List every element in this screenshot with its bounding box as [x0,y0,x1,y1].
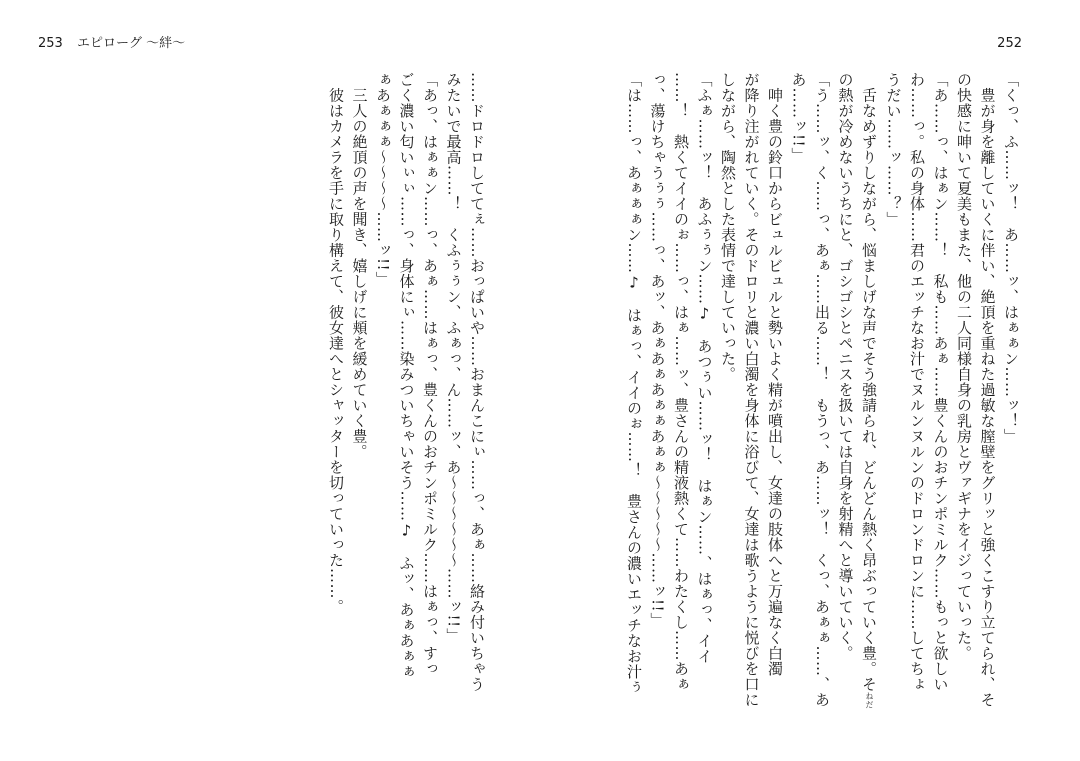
text-line: 「くっ、ふ……ッ！ あ……ッ、はぁぁン……ッ！」 [1002,72,1020,444]
text-line: 豊が身を離していくに伴い、絶頂を重ねた過敏な膣壁をグリッと強くこすり立てられ、そ [978,72,997,708]
text-line: 彼はカメラを手に取り構えて、彼女達へとシャッターを切っていった……。 [327,72,345,615]
text-line: 「あっ、はぁぁン……っ、あぁ……はぁっ、豊くんのおチンポミルク……はぁっ、すっ [421,72,439,677]
text-line: みたいで最高……！ くふぅぅン、ふぁっ、ん……ッ、あ〜〜〜〜〜〜……ッ!!」 [444,72,463,644]
text-line-segment: 舌なめずりしながら、悩ましげな声でそう強請られ、どんどん熱く昂ぶっていく豊。そ [860,72,878,692]
text-line: っ、蕩けちゃうぅぅ……っ、あッ、あぁあぁあぁぁあぁぁ〜〜〜〜〜……ッ!!」 [648,72,667,628]
text-line [857,72,882,709]
left-page-text [318,72,488,692]
text-line: 「う……ッ、く……っ、あぁ……出る……！ もうっ、あ……ッ！ くっ、あぁぁ……、あ [813,72,831,708]
text-line: 「は……っ、あぁぁぁン……♪ はぁっ、イイのぉ……！ 豊さんの濃いエッチなお汁ぅ [625,72,643,695]
text-line: しながら、陶然とした表情で達していった。 [719,72,737,382]
text-line: ごく濃い匂いぃぃ……っ、身体にぃ……染みついちゃいそう……♪ ふッ、あぁあぁぁ [397,72,416,680]
text-line: うだい……ッ……？」 [884,72,903,227]
text-line: 三人の絶頂の声を聞き、嬉しげに頬を緩めていく豊。 [350,72,369,460]
furigana: ねだ [865,692,874,709]
text-line: の熱が冷めないうちにと、ゴシゴシとペニスを扱いては自身を射精へと導いていく。 [836,72,855,661]
text-line: ……ドロドロしててぇ……おっぱいや……おまんこにぃ……っ、あぁ……絡み付いちゃう [468,72,486,692]
text-line: の快感に呻いて夏美もまた、他の二人同様自身の乳房とヴァギナをイジっていった。 [955,72,973,661]
text-line: ……！ 熱くてイイのぉ……っ、はぁ……ッ、豊さんの精液熱くて……わたくし……あぁ [672,72,690,692]
right-running-head [997,34,1022,54]
left-page-number: 253 [38,36,63,51]
text-line: 呻く豊の鈴口からビュルビュルと勢いよく精が噴出し、女達の肢体へと万遍なく白濁 [766,72,784,677]
text-line: あ……ッ!!」 [789,72,808,163]
text-line: ぁあぁぁぁ〜〜〜〜……ッ!!」 [374,72,392,287]
chapter-title: エピローグ 〜絆〜 [76,36,186,51]
right-page-number: 252 [997,36,1022,51]
text-line: が降り注がれていく。そのドロリと濃い白濁を身体に浴びて、女達は歌うように悦びを口に [742,72,761,708]
left-running-head [38,34,185,54]
right-page-text [582,72,1022,709]
text-line: 「ふぁ……ッ！ あふぅぅン……♪ あつぅい……ッ！ はぁン……、はぁっ、イイ [695,72,714,664]
text-line: 「あ……っ、はぁン……！ 私も……あぁ……豊くんのおチンポミルク……もっと欲しい [931,72,950,692]
text-line: わ……っ。私の身体……君のエッチなお汁でヌルンヌルンのドロンドロンに……してちょ [908,72,926,692]
